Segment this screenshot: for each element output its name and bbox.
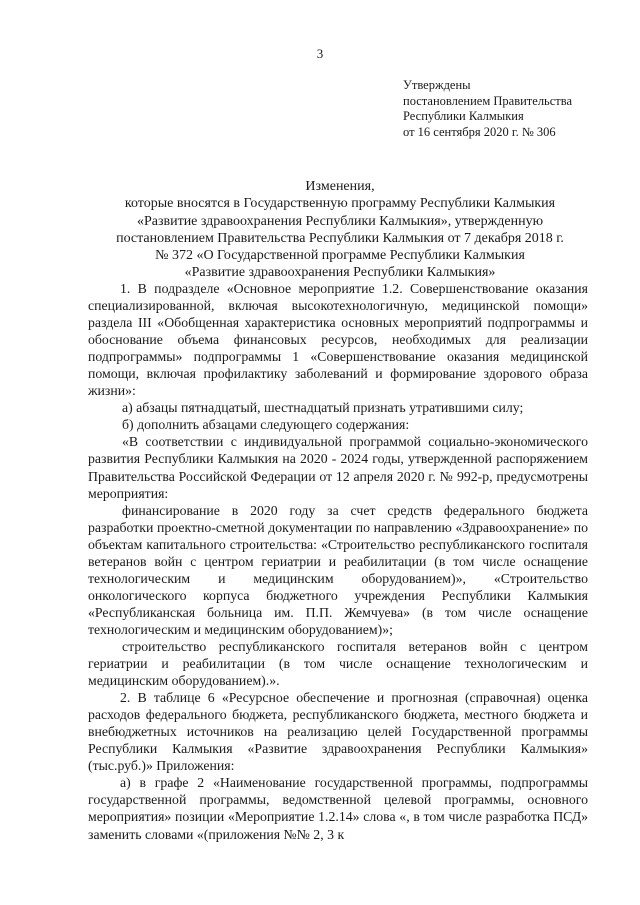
approval-line: Республики Калмыкия: [403, 109, 524, 123]
approval-stamp: [403, 78, 572, 140]
heading-line: Изменения,: [305, 179, 375, 194]
page-number: 3: [316, 46, 324, 61]
paragraph-2a: а) в графе 2 «Наименование государственной программы, подпрограммы государственной программы, ведомственной целевой программы, основного мероприятия» позиции «Мероприятие 1.2.14» слова «, в том числе разработка ПСД» заменить словами «(приложения №№ 2, 3 к: [88, 775, 588, 842]
paragraph-1a: а) абзацы пятнадцатый, шестнадцатый признать утратившими силу;: [122, 400, 524, 416]
heading-line: «Развитие здравоохранения Республики Калмыкия»: [184, 265, 496, 281]
paragraph-2: 2. В таблице 6 «Ресурсное обеспечение и прогнозная (справочная) оценка расходов федерального бюджета, республиканского бюджета, местного бюджета и внебюджетных источников на реализацию целей Государственной программы Республики Калмыкия «Развитие здравоохранения Республики Калмыкия» (тыс.руб.)» Приложения:: [88, 690, 588, 774]
heading-line: постановлением Правительства Республики Калмыкия от 7 декабря 2018 г.: [116, 230, 564, 246]
heading-line: № 372 «О Государственной программе Республики Калмыкия: [155, 248, 525, 264]
document-body: [88, 280, 588, 843]
paragraph-quote-2: финансирование в 2020 году за счет средств федерального бюджета разработки проектно-сметной документации по направлению «Здравоохранение» по объектам капитального строительства: «Строительство республиканского госпиталя ветеранов войн с центром гериатрии и реабилитации (в том числе оснащение технологическим и медицинским оборудованием)», «Строительство онкологического корпуса бюджетного учреждения Республики Калмыкия «Республиканская больница им. П.П. Жемчуева» (в том числе оснащение технологическим и медицинским оборудованием)»;: [88, 502, 588, 637]
heading-line: «Развитие здравоохранения Республики Калмыкия», утвержденную: [136, 213, 544, 229]
document-heading: [40, 178, 640, 282]
paragraph-1b: б) дополнить абзацами следующего содержания:: [122, 417, 410, 433]
approval-line: от 16 сентября 2020 г. № 306: [403, 124, 556, 139]
approval-line: постановлением Правительства: [403, 93, 573, 108]
heading-line: которые вносятся в Государственную программу Республики Калмыкия: [124, 196, 556, 212]
approval-line: Утверждены: [403, 78, 471, 92]
paragraph-quote-3: строительство республиканского госпиталя ветеранов войн с центром гериатрии и реабилитации (в том числе оснащение технологическим и медицинским оборудованием).».: [88, 638, 588, 689]
paragraph-1: 1. В подразделе «Основное мероприятие 1.2. Совершенствование оказания специализированной, включая высокотехнологичную, медицинской помощи» раздела III «Обобщенная характеристика основных мероприятий подпрограммы и обоснование объема финансовых ресурсов, необходимых для реализации подпрограммы» подпрограммы 1 «Совершенствование оказания медицинской помощи, включая профилактику заболеваний и формирование здорового образа жизни»:: [88, 281, 588, 399]
paragraph-quote-1: «В соответствии с индивидуальной программой социально-экономического развития Республики Калмыкия на 2020 - 2024 годы, утвержденной распоряжением Правительства Российской Федерации от 12 апреля 2020 г. № 992-р, предусмотрены мероприятия:: [88, 434, 588, 501]
